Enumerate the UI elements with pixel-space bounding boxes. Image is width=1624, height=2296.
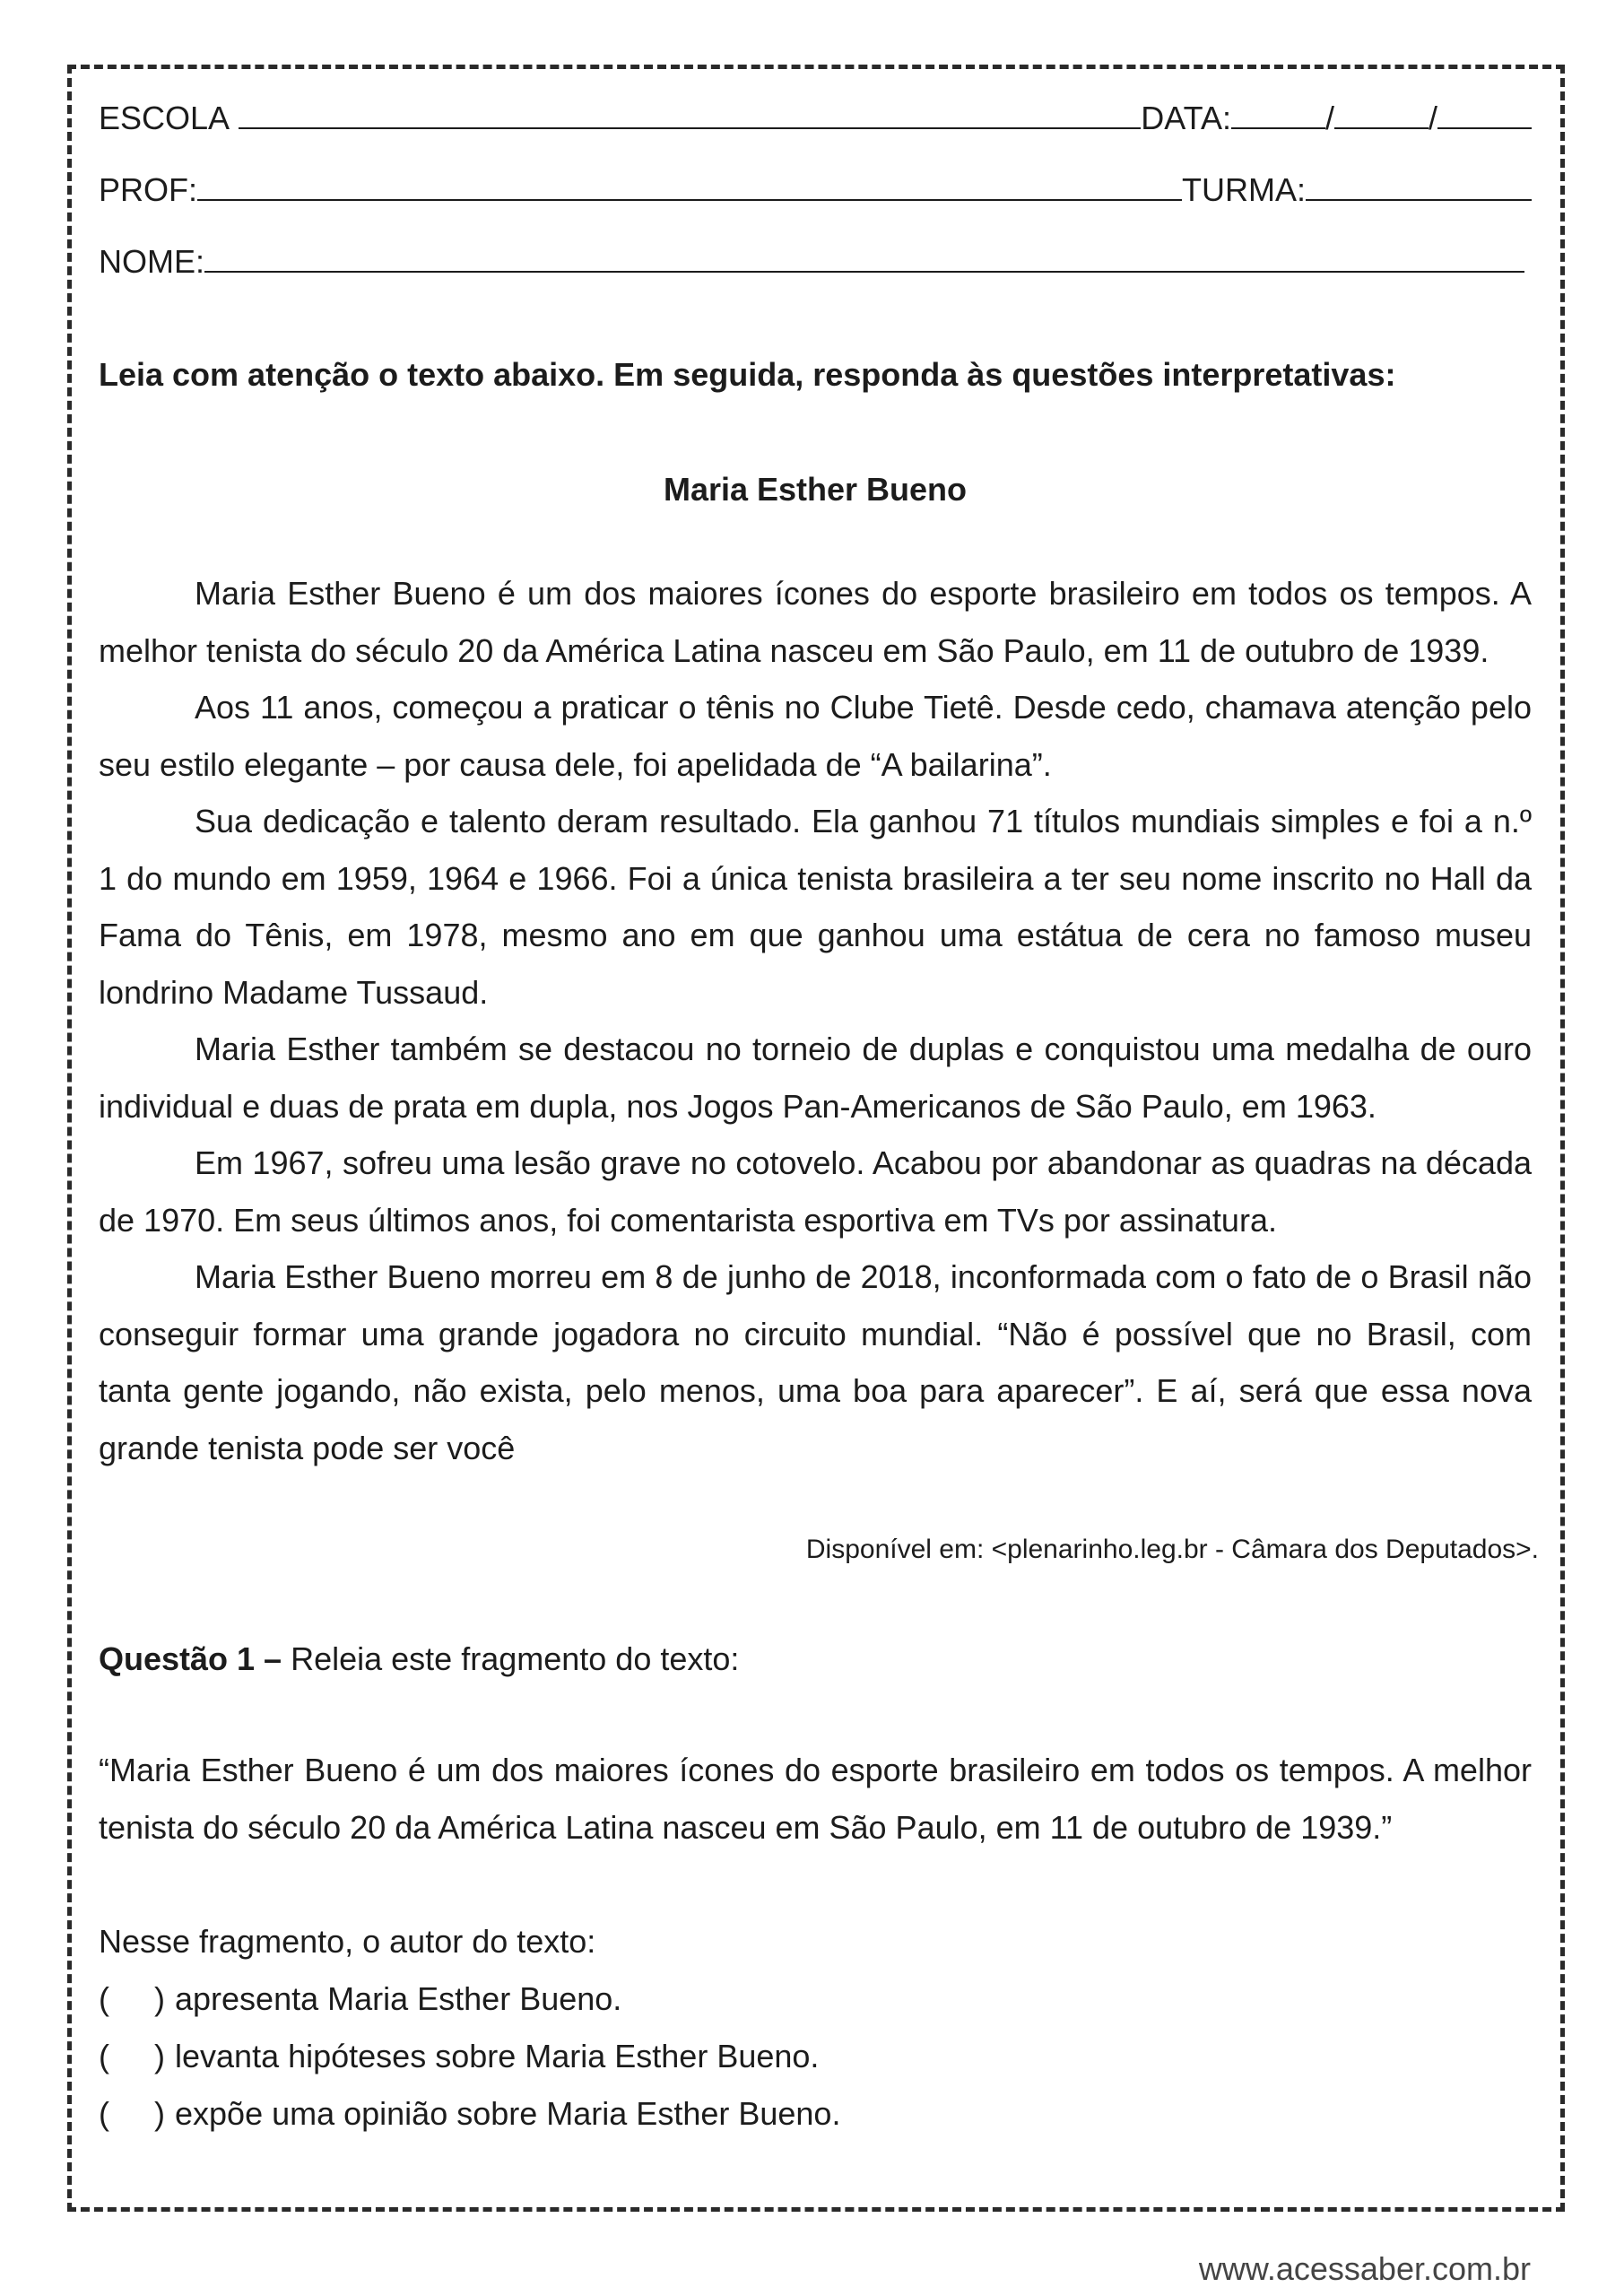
text-paragraph: Aos 11 anos, começou a praticar o tênis no Clube Tietê. Desde cedo, chamava atenção pelo seu estilo elegante – por causa dele, foi apelidada de “A bailarina”. — [99, 689, 1532, 783]
question-1-option[interactable] — [99, 1970, 1532, 2028]
option-checkbox[interactable]: ( ) — [99, 2038, 165, 2074]
nome-label: NOME: — [99, 243, 205, 280]
prof-label: PROF: — [99, 171, 198, 208]
question-1-option[interactable] — [99, 2085, 1532, 2143]
prof-blank[interactable] — [197, 163, 1182, 201]
data-month-blank[interactable] — [1334, 91, 1429, 129]
question-1-label: Questão 1 – — [99, 1640, 282, 1677]
text-paragraph: Maria Esther Bueno morreu em 8 de junho de 2018, inconformada com o fato de o Brasil não conseguir formar uma grande jogadora no circuito mundial. “Não é possível que no Brasil, com tanta gente jogando, não exista, pelo menos, uma boa para aparecer”. E aí, será que essa nova grande tenista pode ser você — [99, 1258, 1532, 1466]
data-slash-2: / — [1428, 100, 1437, 136]
source-citation: Disponível em: <plenarinho.leg.br - Câmara dos Deputados>. — [805, 1535, 1539, 1564]
question-1-text: Releia este fragmento do texto: — [282, 1640, 740, 1677]
header-escola-row — [99, 90, 1532, 161]
data-day-blank[interactable] — [1231, 91, 1325, 129]
data-slash-1: / — [1324, 100, 1334, 136]
text-paragraph: Maria Esther Bueno é um dos maiores ícones do esporte brasileiro em todos os tempos. A melhor tenista do século 20 da América Latina nasceu em São Paulo, em 11 de outubro de 1939. — [99, 575, 1532, 669]
option-label: levanta hipóteses sobre Maria Esther Bueno. — [175, 2038, 820, 2074]
worksheet-content — [99, 90, 1539, 2143]
header-nome-row — [99, 233, 1532, 305]
text-paragraph: Maria Esther também se destacou no torneio de duplas e conquistou uma medalha de ouro individual e duas de prata em dupla, nos Jogos Pan-Americanos de São Paulo, em 1963. — [99, 1031, 1532, 1125]
nome-blank[interactable] — [204, 235, 1524, 273]
data-year-blank[interactable] — [1437, 91, 1532, 129]
turma-blank[interactable] — [1306, 163, 1532, 201]
turma-label: TURMA: — [1182, 171, 1306, 208]
escola-blank[interactable] — [239, 91, 1141, 129]
footer-url: www.acessaber.com.br — [1198, 2250, 1531, 2287]
data-label: DATA: — [1141, 100, 1231, 136]
option-label: apresenta Maria Esther Bueno. — [175, 1980, 622, 2017]
question-1-title — [99, 1631, 1532, 1688]
header-prof-row — [99, 161, 1532, 233]
escola-label: ESCOLA — [99, 100, 230, 136]
text-body — [99, 565, 1532, 1476]
option-checkbox[interactable]: ( ) — [99, 1980, 165, 2017]
question-1-quote: “Maria Esther Bueno é um dos maiores ícones do esporte brasileiro em todos os tempos. A melhor tenista do século 20 da América Latina nasceu em São Paulo, em 11 de outubro de 1939.” — [99, 1752, 1532, 1846]
question-1-option[interactable] — [99, 2028, 1532, 2085]
option-label: expõe uma opinião sobre Maria Esther Bueno. — [175, 2095, 841, 2132]
question-1-prompt: Nesse fragmento, o autor do texto: — [99, 1923, 596, 1960]
option-checkbox[interactable]: ( ) — [99, 2095, 165, 2132]
text-paragraph: Sua dedicação e talento deram resultado. Ela ganhou 71 títulos mundiais simples e foi a n.º 1 do mundo em 1959, 1964 e 1966. Foi a única tenista brasileira a ter seu nome inscrito no Hall da Fama do Tênis, em 1978, mesmo ano em que ganhou uma estátua de cera no famoso museu londrino Madame Tussaud. — [99, 803, 1532, 1011]
text-paragraph: Em 1967, sofreu uma lesão grave no cotovelo. Acabou por abandonar as quadras na década de 1970. Em seus últimos anos, foi comentarista esportiva em TVs por assinatura. — [99, 1144, 1532, 1239]
text-title: Maria Esther Bueno — [663, 471, 968, 508]
instruction-text: Leia com atenção o texto abaixo. Em seguida, responda às questões interpretativas: — [99, 356, 1396, 393]
